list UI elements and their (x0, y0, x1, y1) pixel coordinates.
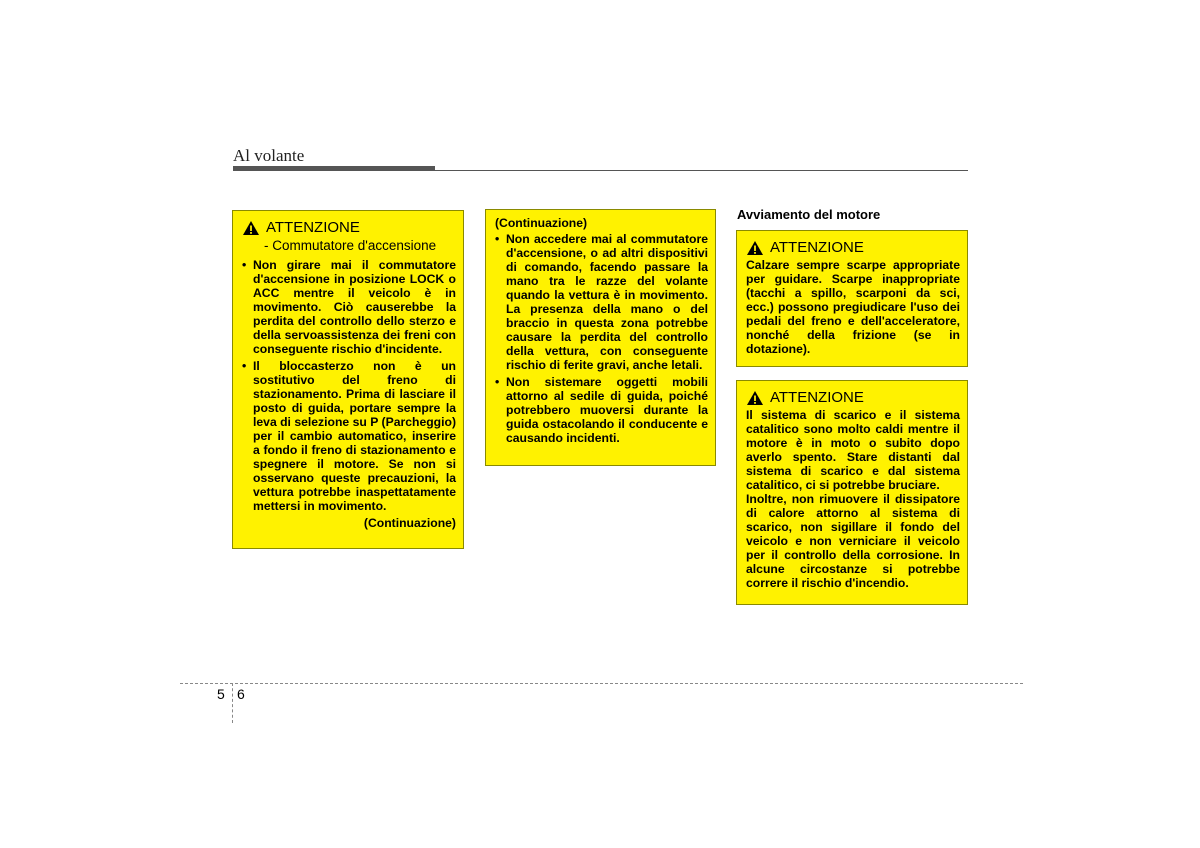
page-header-title: Al volante (233, 146, 305, 165)
warning-box-continued (485, 209, 716, 466)
page-number: 6 (237, 686, 245, 702)
list-item: • Non accedere mai al commutatore d'accensione, o ad altri dispositivi di comando, facendo passare la mano tra le razze del volante quando la vettura è in movimento. La presenza della mano o del braccio in questa zona potrebbe causare la perdita del controllo della vettura, con conseguente rischio di ferite gravi, anche letali. (495, 232, 708, 372)
warning-triangle-icon (746, 240, 764, 256)
list-item: • Il bloccasterzo non è un sostitutivo del freno di stazionamento. Prima di lasciare il posto di guida, portare sempre la leva di selezione su P (Parcheggio) per il cambio automatico, inserire a fondo il freno di stazionamento e spegnere il motore. Se non si osservano queste precauzioni, la vettura potrebbe inaspettatamente mettersi in movimento. (242, 359, 456, 513)
warning-box-exhaust (736, 380, 968, 605)
warning-title: ATTENZIONE (770, 389, 864, 406)
continued-label: (Continuazione) (495, 216, 588, 230)
warning-subtitle: - Commutatore d'accensione (264, 238, 437, 253)
list-item: • Non sistemare oggetti mobili attorno al sedile di guida, poiché potrebbero muoversi durante la guida ostacolando il conducente e causando incidenti. (495, 375, 708, 445)
warning-bullet-list (242, 258, 456, 513)
warning-box-header (746, 389, 960, 406)
footer-rule (180, 683, 1023, 684)
warning-box-header (746, 239, 960, 256)
warning-triangle-icon (746, 390, 764, 406)
warning-box-header (242, 219, 456, 236)
section-heading: Avviamento del motore (737, 207, 881, 222)
header-rule-thin (435, 170, 968, 171)
warning-triangle-icon (242, 220, 260, 236)
footer-divider (232, 683, 233, 723)
continued-label: (Continuazione) (363, 516, 456, 530)
list-item: • Non girare mai il commutatore d'accensione in posizione LOCK o ACC mentre il veicolo è in movimento. Ciò causerebbe la perdita del controllo dello sterzo e della servoassistenza dei freni con conseguente rischio d'incidente. (242, 258, 456, 356)
warning-text: Inoltre, non rimuovere il dissipatore di calore attorno al sistema di scarico, non sigillare il fondo del veicolo e non verniciare il veicolo per il controllo della corrosione. In alcune circostanze si potrebbe correre il rischio d'incendio. (746, 492, 960, 590)
warning-text: Il sistema di scarico e il sistema catalitico sono molto caldi mentre il motore è in moto o subito dopo averlo spento. Stare distanti dal sistema di scarico e dal sistema catalitico, ci si potrebbe bruciare. (746, 408, 960, 492)
warning-title: ATTENZIONE (266, 219, 360, 236)
header-rule-thick (233, 166, 435, 171)
warning-bullet-list (495, 232, 708, 445)
warning-box-shoes (736, 230, 968, 367)
warning-text: Calzare sempre scarpe appropriate per guidare. Scarpe inappropriate (tacchi a spillo, scarponi da sci, ecc.) possono pregiudicare l'uso dei pedali del freno e dell'acceleratore, nonché della frizione (se in dotazione). (746, 258, 960, 356)
section-number: 5 (217, 686, 225, 702)
warning-title: ATTENZIONE (770, 239, 864, 256)
warning-box-ignition (232, 210, 464, 549)
